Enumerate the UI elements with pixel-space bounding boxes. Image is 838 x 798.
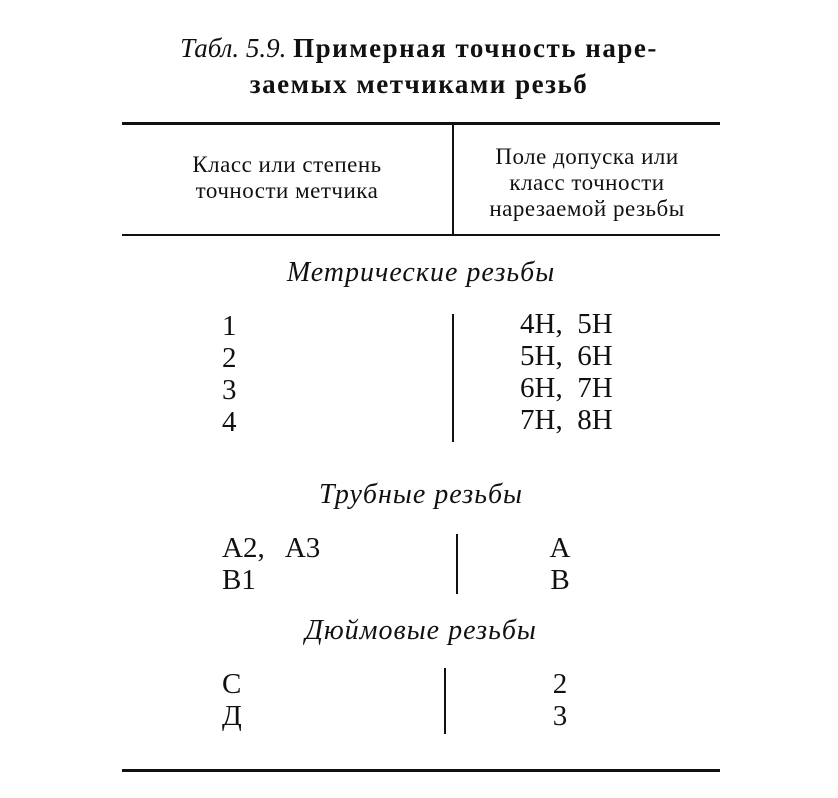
table-row-thread: 3 xyxy=(552,700,568,732)
header-thread-tolerance-line-1: Поле допуска или xyxy=(495,144,679,169)
metric-tap-column xyxy=(222,310,237,438)
caption-label: Табл. 5.9. xyxy=(180,33,287,63)
section-title-metric: Метрические резьбы xyxy=(286,257,556,288)
section-title-pipe: Трубные резьбы xyxy=(318,479,524,510)
caption-title-line-1: Примерная точность наре- xyxy=(293,33,658,63)
header-thread-tolerance xyxy=(454,144,720,222)
table-bottom-rule xyxy=(122,769,720,772)
table-caption xyxy=(0,30,838,102)
header-tap-class-line-1: Класс или степень xyxy=(192,152,382,177)
pipe-thread-column xyxy=(520,532,600,596)
table-row-tap: Д xyxy=(222,700,242,732)
table-row-thread: 5H, 6H xyxy=(520,340,613,372)
section-title-inch: Дюймовые резьбы xyxy=(305,615,537,646)
caption-title-line-2: заемых метчиками резьб xyxy=(249,69,589,99)
accuracy-table xyxy=(122,122,720,772)
table-row-thread: A xyxy=(549,532,571,564)
table-row-thread: B xyxy=(550,564,570,596)
table-row-tap: B1 xyxy=(222,564,256,596)
table-row-tap: 4 xyxy=(222,406,237,438)
caption-line-1 xyxy=(0,30,838,66)
table-row-tap: C xyxy=(222,668,242,700)
header-thread-tolerance-line-3: нарезаемой резьбы xyxy=(489,196,685,221)
pipe-tap-column xyxy=(222,532,320,596)
table-row-tap: 2 xyxy=(222,342,237,374)
table-header-rule xyxy=(122,234,720,236)
header-thread-tolerance-line-2: класс точности xyxy=(509,170,665,195)
table-top-rule xyxy=(122,122,720,125)
header-tap-class xyxy=(122,152,452,204)
table-row-thread: 6H, 7H xyxy=(520,372,613,404)
table-row-tap: 3 xyxy=(222,374,237,406)
inch-thread-column xyxy=(520,668,600,732)
table-row-tap: 1 xyxy=(222,310,237,342)
inch-tap-column xyxy=(222,668,242,732)
pipe-column-divider xyxy=(456,534,458,594)
metric-thread-column xyxy=(520,308,613,436)
table-row-tap: A2, A3 xyxy=(222,532,321,564)
header-tap-class-line-2: точности метчика xyxy=(195,178,379,203)
table-row-thread: 2 xyxy=(552,668,568,700)
table-row-thread: 7H, 8H xyxy=(520,404,613,436)
metric-column-divider xyxy=(452,314,454,442)
inch-column-divider xyxy=(444,668,446,734)
table-row-thread: 4H, 5H xyxy=(520,308,613,340)
